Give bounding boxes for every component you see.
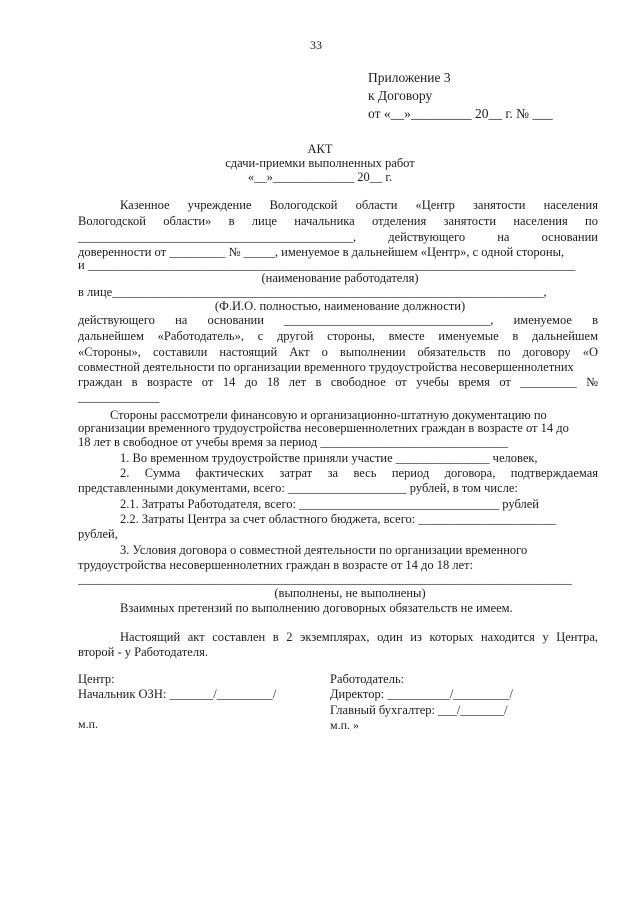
body-line: совместной деятельности по организации временного трудоустройства несовершеннолетних xyxy=(78,360,574,374)
caption-employer-name: (наименование работодателя) xyxy=(261,271,419,285)
body-line: Взаимных претензий по выполнению договорных обязательств не имеем. xyxy=(120,601,513,615)
body-line: и ______________________________________________________________________________ xyxy=(78,258,576,272)
body-line: второй - у Работодателя. xyxy=(78,645,208,659)
body-line: 1. Во временном трудоустройстве приняли участие _______________ человек, xyxy=(120,451,538,465)
body-line: «Стороны», составили настоящий Акт о выполнении обязательств по договору «О xyxy=(78,345,598,359)
body-line: _______________________________________________________________________________ xyxy=(78,572,572,586)
body-line: 2.1. Затраты Работодателя, всего: ________________________________ рублей xyxy=(120,497,539,511)
act-subtitle: сдачи-приемки выполненных работ xyxy=(225,156,415,170)
center-seal: м.п. xyxy=(78,717,99,731)
body-line: трудоустройства несовершеннолетних граждан в возрасте от 14 до 18 лет: xyxy=(78,558,474,572)
body-line: граждан в возрасте от 14 до 18 лет в свободное от учебы время от _________ № xyxy=(78,375,598,389)
body-line: организации временного трудоустройства несовершеннолетних граждан в возрасте от 14 до xyxy=(78,421,569,435)
body-line: _____________ xyxy=(78,390,160,404)
appendix-line-1: Приложение 3 xyxy=(368,70,451,85)
caption-fulfilled: (выполнены, не выполнены) xyxy=(274,586,426,600)
appendix-line-3: от «__»_________ 20__ г. № ___ xyxy=(368,106,553,121)
center-head-signature: Начальник ОЗН: _______/_________/ xyxy=(78,687,277,701)
body-line: дальнейшем «Работодатель», с другой стороны, вместе именуемые в дальнейшем xyxy=(78,329,598,343)
body-line: Стороны рассмотрели финансовую и организационно-штатную документацию по xyxy=(110,408,547,422)
employer-label: Работодатель: xyxy=(330,672,405,686)
body-line: Казенное учреждение Вологодской области «Центр занятости населения xyxy=(120,198,598,212)
body-line: 2.2. Затраты Центра за счет областного бюджета, всего: ______________________ xyxy=(120,512,556,526)
body-line: 3. Условия договора о совместной деятельности по организации временного xyxy=(120,543,528,557)
employer-accountant-signature: Главный бухгалтер: ___/_______/ xyxy=(330,703,508,717)
caption-full-name-position: (Ф.И.О. полностью, наименование должности) xyxy=(214,299,466,313)
body-line: 2. Сумма фактических затрат за весь период договора, подтверждаемая xyxy=(120,466,598,480)
center-label: Центр: xyxy=(78,672,115,686)
body-line: действующего на основании _________________________________, именуемое в xyxy=(78,313,598,327)
body-line: 18 лет в свободное от учебы время за период ______________________________ xyxy=(78,435,508,449)
body-line: доверенности от _________ № _____, именуемое в дальнейшем «Центр», с одной стороны, xyxy=(78,245,565,259)
employer-director-signature: Директор: __________/_________/ xyxy=(330,687,514,701)
employer-seal: м.п. » xyxy=(330,718,360,732)
body-line: ____________________________________________, действующего на основании xyxy=(78,230,598,244)
body-line: Настоящий акт составлен в 2 экземплярах, один из которых находится у Центра, xyxy=(120,630,598,644)
act-title: АКТ xyxy=(307,142,333,156)
body-line: Вологодской области» в лице начальника отделения занятости населения по xyxy=(78,214,598,228)
body-line: в лице_____________________________________________________________________, xyxy=(78,285,547,299)
page-number: 33 xyxy=(310,38,322,52)
body-line: рублей, xyxy=(78,527,118,541)
appendix-line-2: к Договору xyxy=(368,88,433,103)
act-date: «__»_____________ 20__ г. xyxy=(247,170,393,184)
body-line: представленными документами, всего: ___________________ рублей, в том числе: xyxy=(78,481,518,495)
